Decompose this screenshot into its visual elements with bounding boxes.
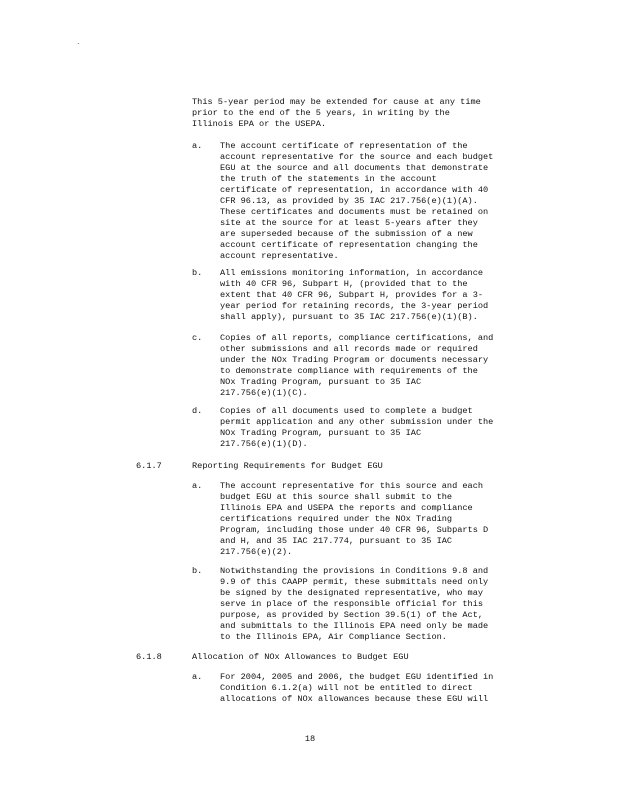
item-text: The account representative for this source and each budget EGU at this source shall submit to the Illinois EPA and USEPA the reports and compliance certifications required under the NOx Trading Program, including those under 40 CFR 96, Subparts D and H, and 35 IAC 217.774, pursuant to 35 IAC 217.756(e)(2). bbox=[220, 481, 489, 557]
intro-paragraph: This 5-year period may be extended for cause at any time prior to the end of the 5 years, in writing by the Illinois EPA or the USEPA. bbox=[192, 97, 481, 129]
item-label: a. bbox=[192, 672, 203, 682]
item-label: c. bbox=[192, 333, 203, 343]
item-text: Copies of all reports, compliance certifications, and other submissions and all records made or required under the NOx Trading Program or documents necessary to demonstrate compliance with requirements of the NOx Trading Program, pursuant to 35 IAC 217.756(e)(1)(C). bbox=[220, 333, 494, 398]
item-label: a. bbox=[192, 481, 203, 491]
section-heading: Allocation of NOx Allowances to Budget EGU bbox=[192, 652, 409, 662]
item-label: b. bbox=[192, 566, 203, 576]
item-label: b. bbox=[192, 268, 203, 278]
section-number: 6.1.7 bbox=[136, 461, 162, 471]
item-text: The account certificate of representation of the account representative for the source and each budget EGU at the source and all documents that demonstrate the truth of the statements in the account certificate of representation, in accordance with 40 CFR 96.13, as provided by 35 IAC 217.756(e)(1)(A). These certificates and documents must be retained on site at the source for at least 5-years after they are superseded because of the submission of a new account certificate of representation changing the account representative. bbox=[220, 141, 494, 261]
item-text: Copies of all documents used to complete a budget permit application and any other submission under the NOx Trading Program, pursuant to 35 IAC 217.756(e)(1)(D). bbox=[220, 406, 494, 449]
item-label: a. bbox=[192, 141, 203, 151]
item-label: d. bbox=[192, 406, 203, 416]
section-number: 6.1.8 bbox=[136, 652, 162, 662]
item-text: For 2004, 2005 and 2006, the budget EGU identified in Condition 6.1.2(a) will not be entitled to direct allocations of NOx allowances because these EGU will bbox=[220, 672, 494, 704]
corner-mark: ` bbox=[76, 43, 81, 52]
item-text: Notwithstanding the provisions in Conditions 9.8 and 9.9 of this CAAPP permit, these submittals need only be signed by the designated representative, who may serve in place of the responsible official for this purpose, as provided by Section 39.5(1) of the Act, and submittals to the Illinois EPA need only be made to the Illinois EPA, Air Compliance Section. bbox=[220, 566, 489, 642]
section-heading: Reporting Requirements for Budget EGU bbox=[192, 461, 383, 471]
page-number: 18 bbox=[304, 734, 316, 744]
item-text: All emissions monitoring information, in accordance with 40 CFR 96, Subpart H, (provided that to the extent that 40 CFR 96, Subpart H, provides for a 3- year period for retaining records, the 3-year period shall apply), pursuant to 35 IAC 217.756(e)(1)(B). bbox=[220, 268, 489, 322]
